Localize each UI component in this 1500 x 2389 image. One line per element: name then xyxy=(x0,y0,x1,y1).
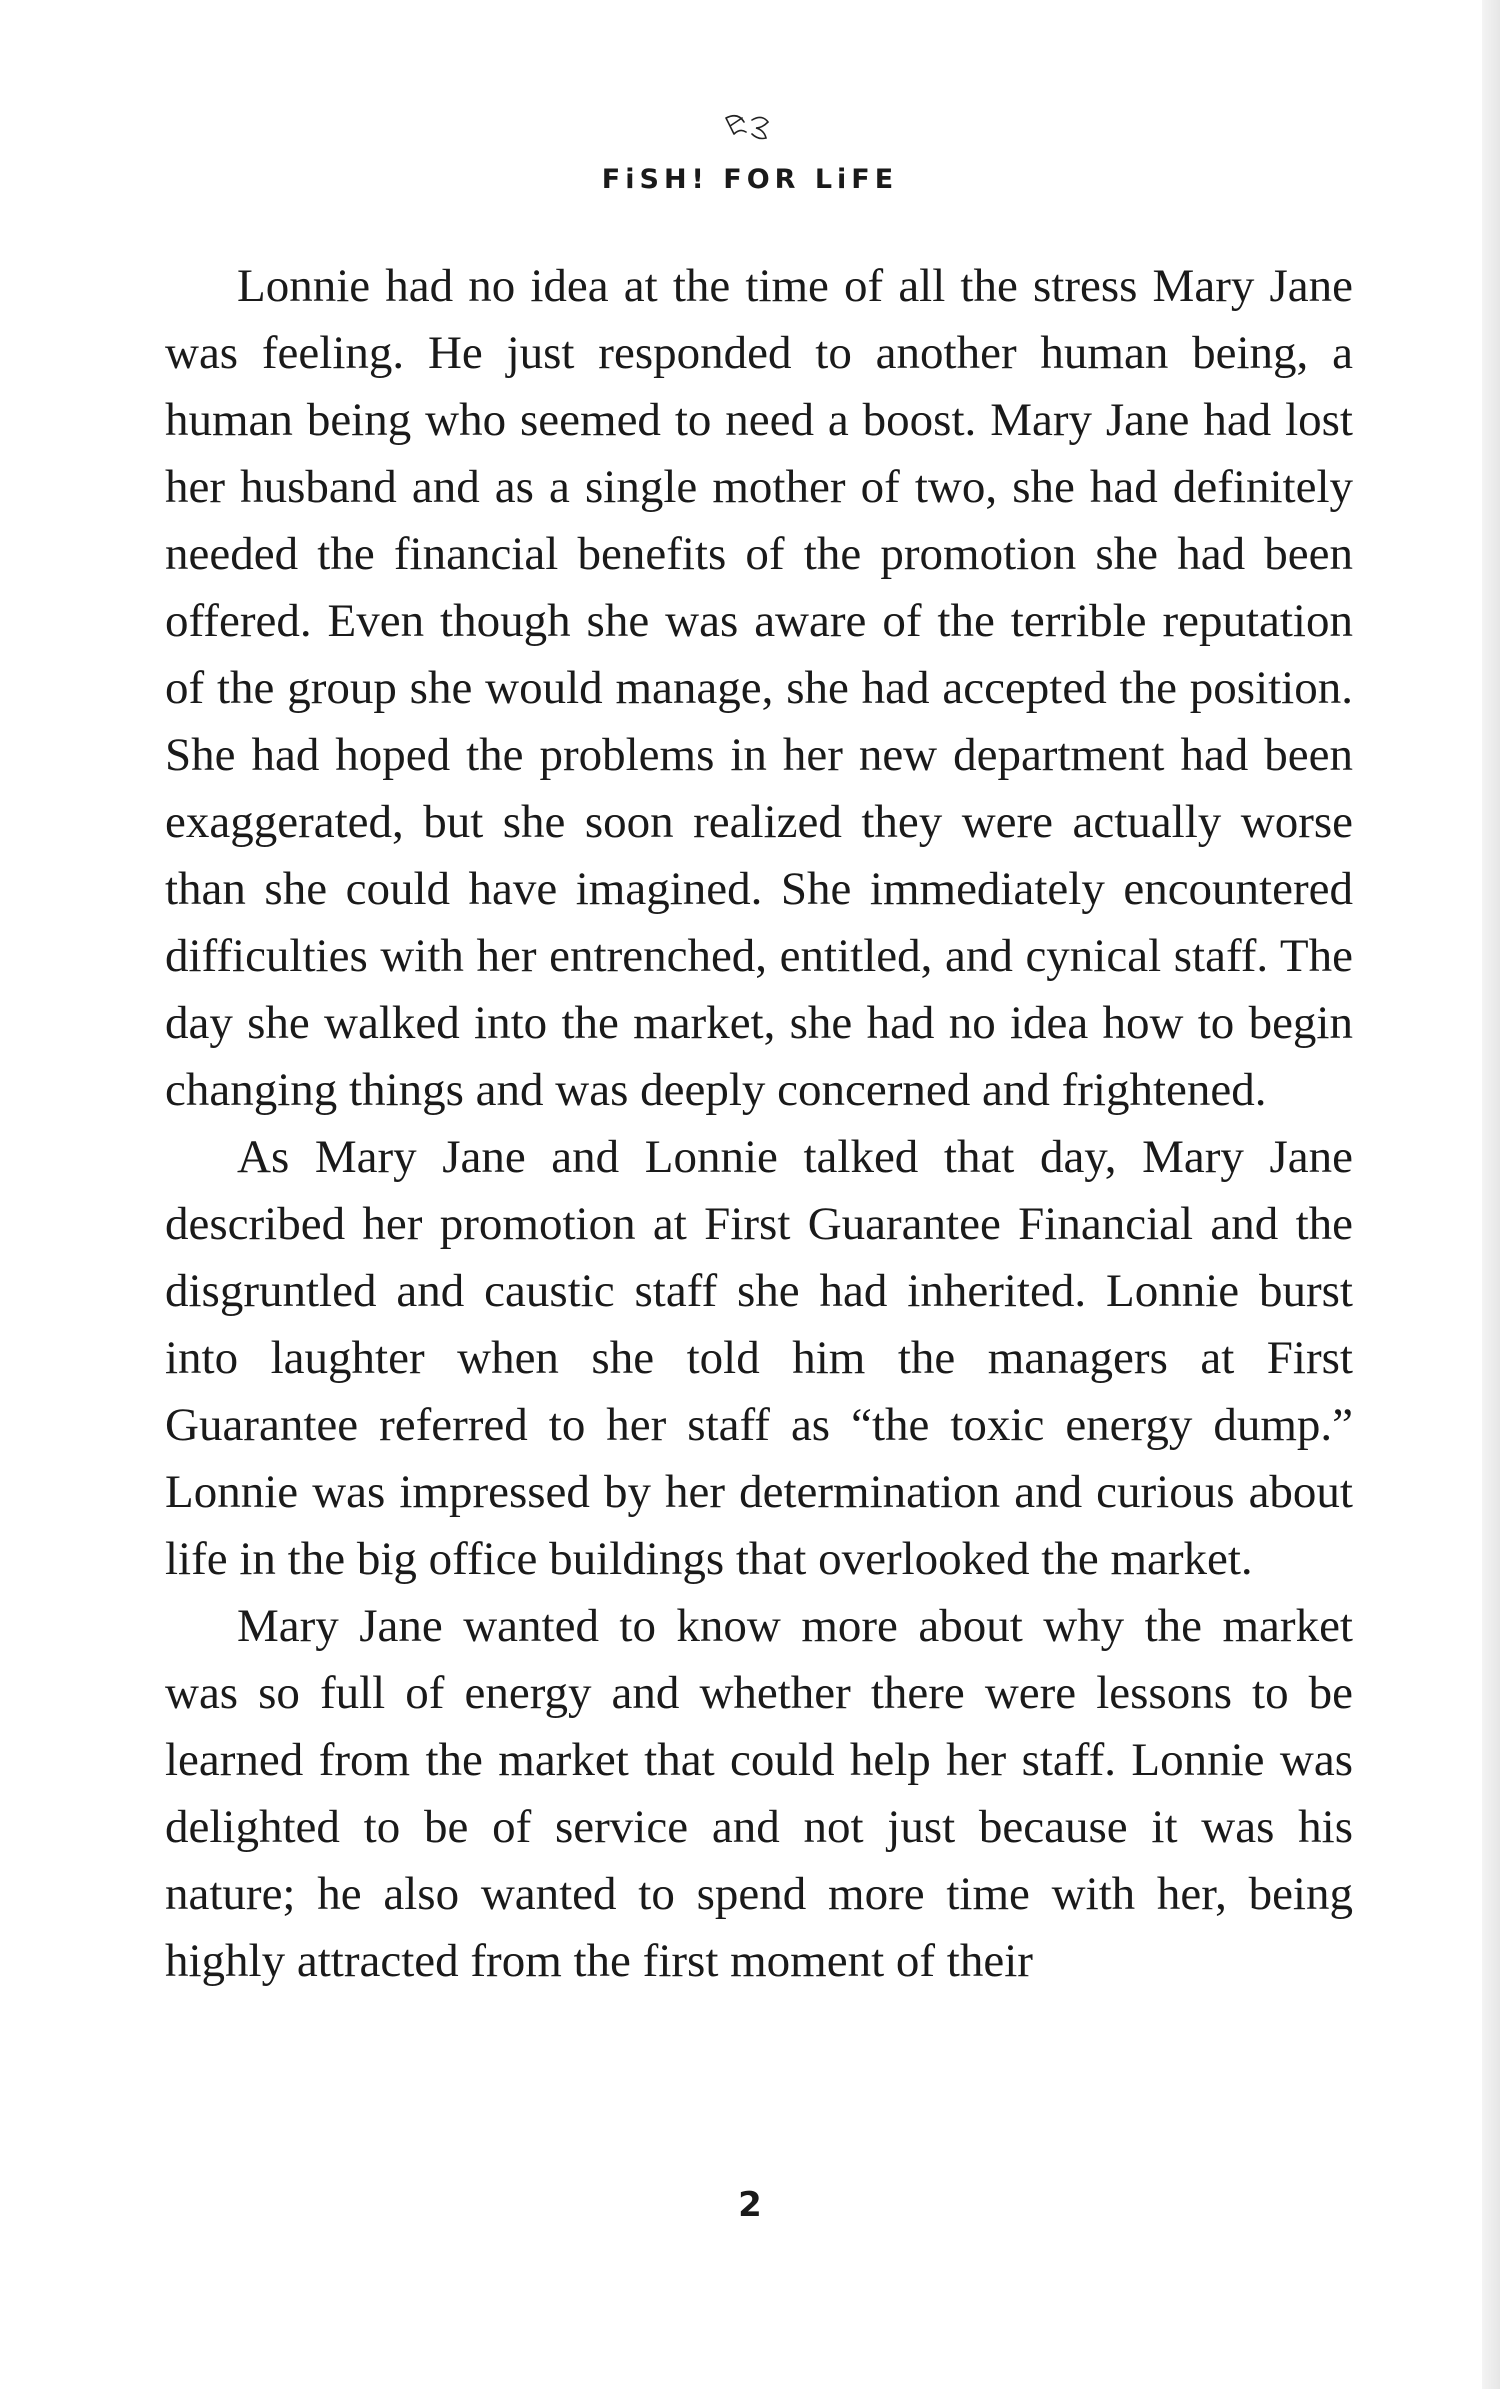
paragraph: As Mary Jane and Lonnie talked that day, Mary Jane described her promotion at First Guarantee Financial and the disgruntled and caustic staff she had inherited. Lonnie burst into laughter when she told him the managers at First Guarantee referred to her staff as “the toxic energy dump.” Lonnie was impressed by her determination and curious about life in the big office buildings that overlooked the market. xyxy=(165,1131,1353,1585)
page-edge xyxy=(1482,0,1500,2389)
page-header xyxy=(0,110,1500,195)
page-number: 2 xyxy=(738,2185,762,2225)
body-text xyxy=(165,253,1353,1995)
running-head: FiSH! FOR LiFE xyxy=(601,164,899,195)
paragraph: Lonnie had no idea at the time of all the stress Mary Jane was feeling. He just responded to another human being, a human being who seemed to need a boost. Mary Jane had lost her husband and as a single mother of two, she had definitely needed the financial benefits of the promotion she had been offered. Even though she was aware of the terrible reputation of the group she would manage, she had accepted the position. She had hoped the problems in her new department had been exaggerated, but she soon realized they were actually worse than she could have imagined. She immediately encountered difficulties with her entrenched, entitled, and cynical staff. The day she walked into the market, she had no idea how to begin changing things and was deeply concerned and frightened. xyxy=(165,260,1353,1116)
fish-icon xyxy=(720,110,780,144)
paragraph: Mary Jane wanted to know more about why the market was so full of energy and whether there were lessons to be learned from the market that could help her staff. Lonnie was delighted to be of service and not just because it was his nature; he also wanted to spend more time with her, being highly attracted from the first moment of their xyxy=(165,1600,1353,1987)
